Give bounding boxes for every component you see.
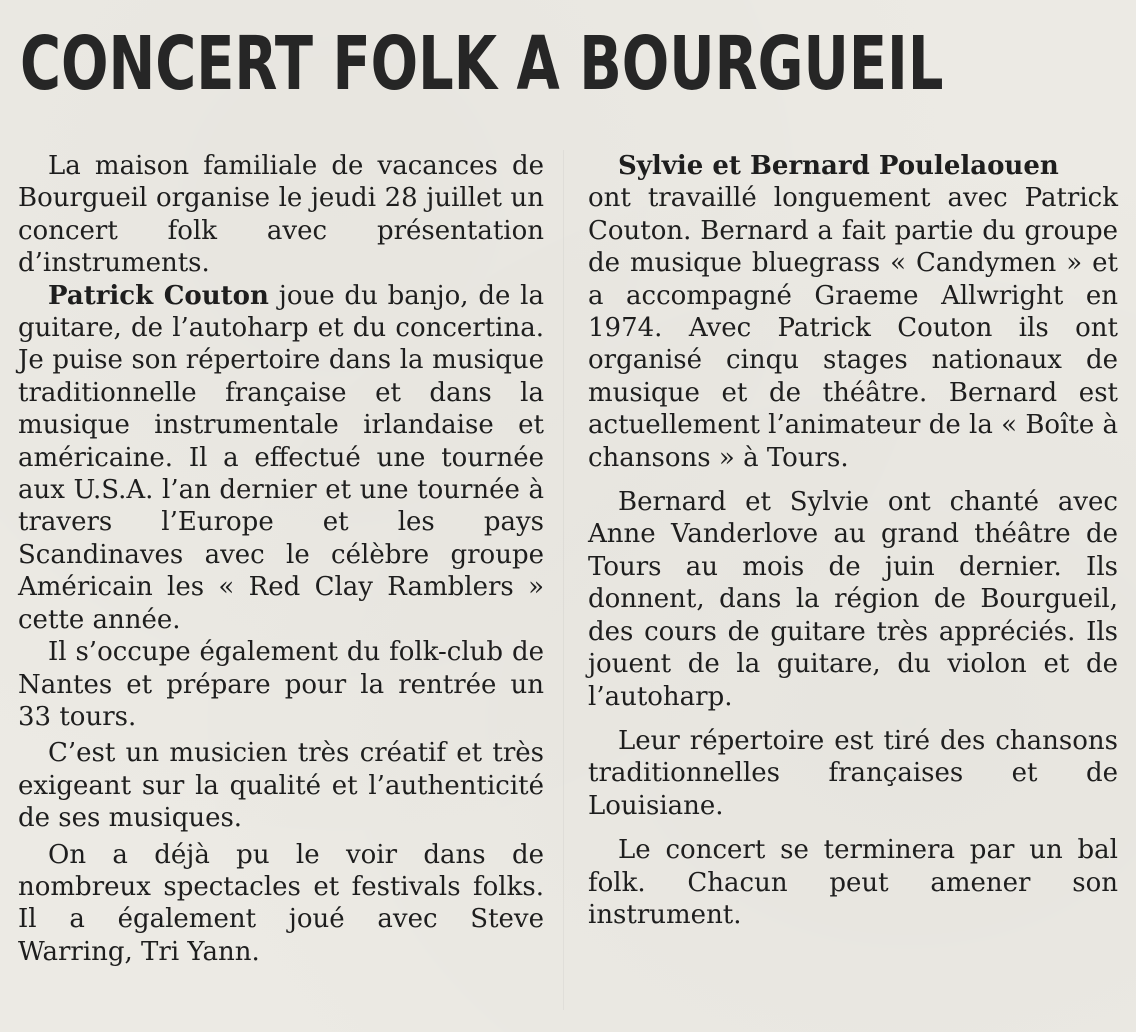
paragraph-patrick-couton-text: joue du banjo, de la guitare, de l’autoharp et du concertina. Je puise son répertoire dans la musique traditionnelle française et dans la musique instrumentale irlandaise et américaine. Il a effectué une tournée aux U.S.A. l’an dernier et une tournée à travers l’Europe et les pays Scandinaves avec le célèbre groupe Américain les « Red Clay Ramblers » cette année.	[18, 280, 544, 635]
paragraph-poulelaouen-text: ont travaillé longuement avec Patrick Couton. Bernard a fait partie du groupe de musique bluegrass « Candymen » et a accompagné Graeme Allwright en 1974. Avec Patrick Couton ils ont organisé cinqu stages nationaux de musique et de théâtre. Bernard est actuellement l’animateur de la « Boîte à chansons » à Tours.	[588, 183, 1118, 473]
paragraph-patrick-couton	[18, 280, 544, 636]
name-patrick-couton: Patrick Couton	[48, 280, 269, 311]
paragraph-bal-folk: Le concert se terminera par un bal folk. Chacun peut amener son instrument.	[588, 835, 1118, 930]
paragraph-poulelaouen	[588, 150, 1118, 474]
column-divider	[563, 150, 564, 1010]
paragraph-intro: La maison familiale de vacances de Bourgueil organise le jeudi 28 juillet un concert folk avec présentation d’instruments.	[18, 151, 544, 279]
paragraph-folk-club: Il s’occupe également du folk-club de Nantes et prépare pour la rentrée un 33 tours.	[18, 637, 544, 732]
paragraph-musician: C’est un musicien très créatif et très exigeant sur la qualité et l’authenticité de ses musiques.	[18, 738, 544, 834]
names-sylvie-bernard: Sylvie et Bernard Poulelaouen	[618, 151, 1059, 181]
paragraph-repertoire: Leur répertoire est tiré des chansons traditionnelles françaises et de Louisiane.	[588, 725, 1118, 821]
left-column	[18, 150, 544, 968]
paragraph-spectacles: On a déjà pu le voir dans de nombreux spectacles et festivals folks. Il a également joué avec Steve Warring, Tri Yann.	[18, 839, 544, 967]
article-headline: CONCERT FOLK A BOURGUEIL	[20, 21, 944, 107]
right-column	[588, 150, 1118, 931]
paragraph-anne-vanderlove: Bernard et Sylvie ont chanté avec Anne Vanderlove au grand théâtre de Tours au mois de juin dernier. Ils donnent, dans la région de Bourgueil, des cours de guitare très appréciés. Ils jouent de la guitare, du violon et de l’autoharp.	[588, 487, 1118, 712]
